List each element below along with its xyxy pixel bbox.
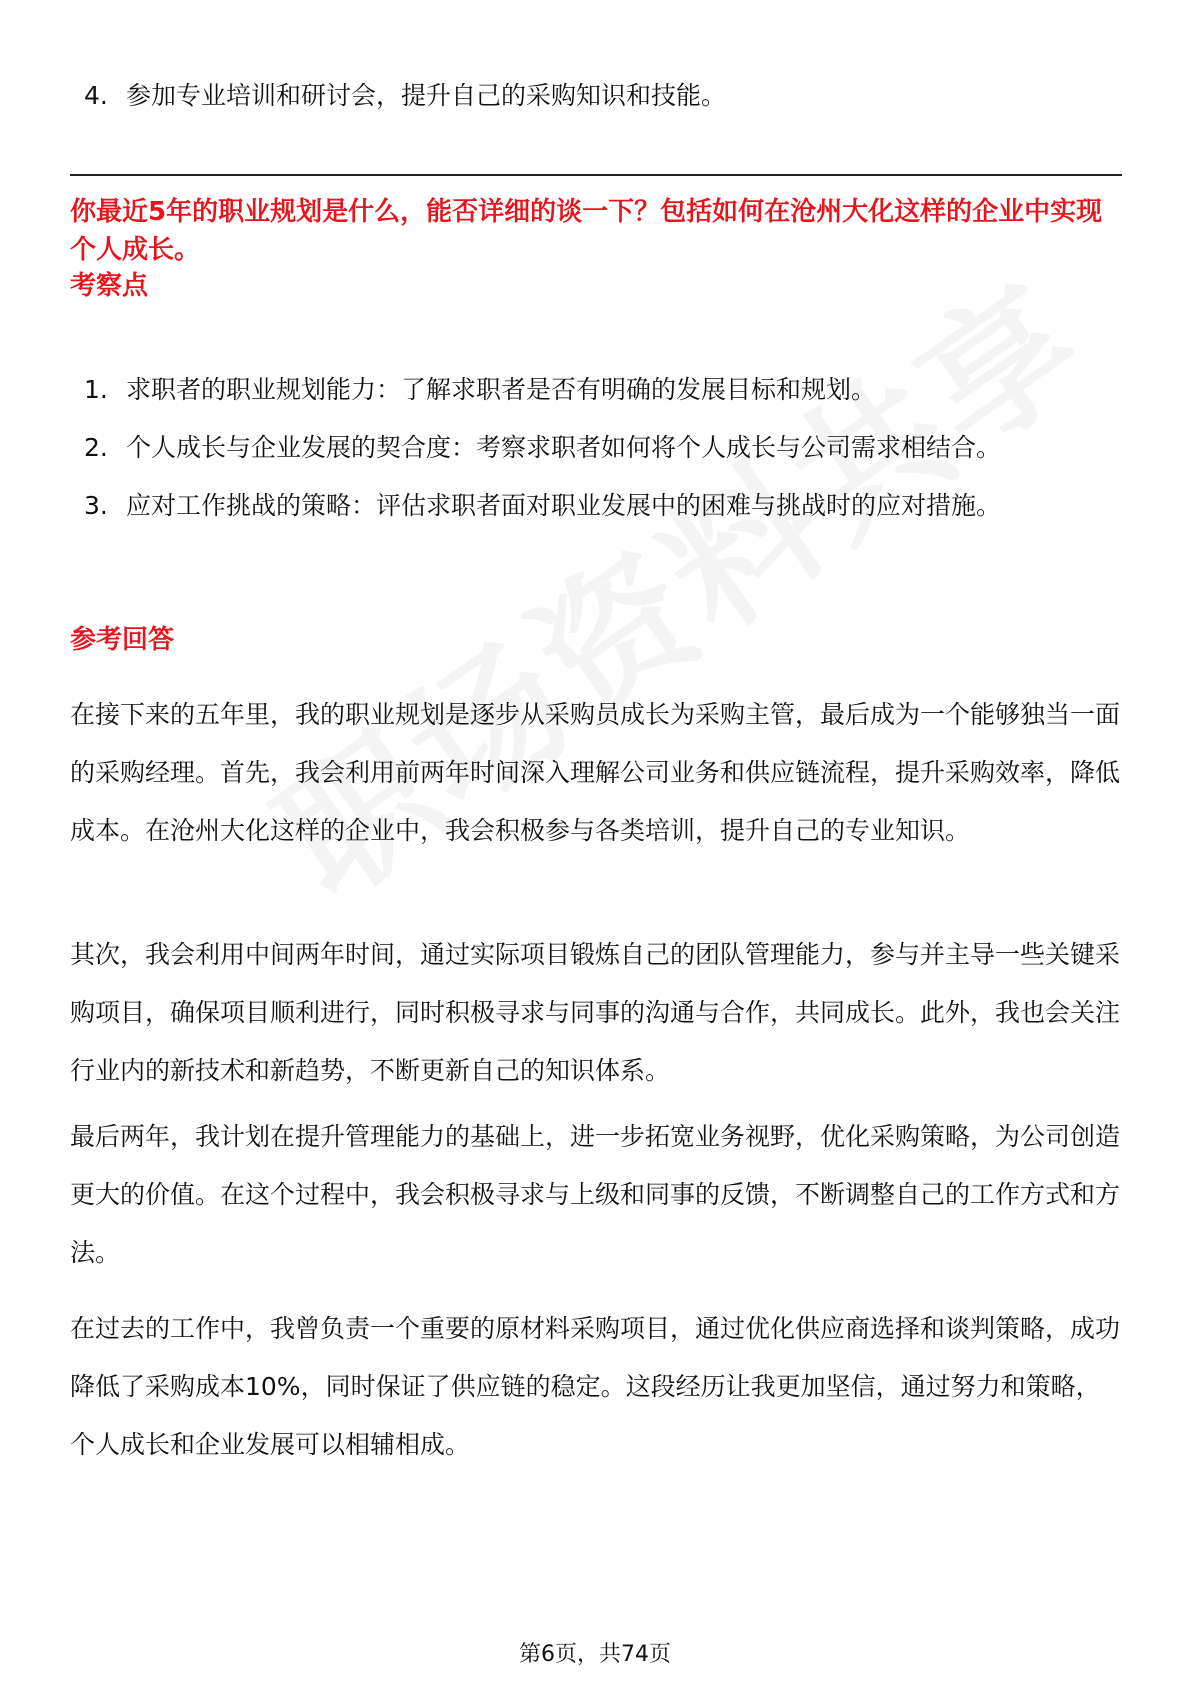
answer-paragraph: 最后两年，我计划在提升管理能力的基础上，进一步拓宽业务视野，优化采购策略，为公司创造更大的价值。在这个过程中，我会积极寻求与上级和同事的反馈，不断调整自己的工作方式和方法。 — [70, 1122, 1121, 1267]
list-item-text: 参加专业培训和研讨会，提升自己的采购知识和技能。 — [126, 81, 727, 110]
answer-paragraph: 在过去的工作中，我曾负责一个重要的原材料采购项目，通过优化供应商选择和谈判策略，成功降低了采购成本10%，同时保证了供应链的稳定。这段经历让我更加坚信，通过努力和策略，个人成长和企业发展可以相辅相成。 — [70, 1314, 1121, 1459]
list-item — [84, 420, 1120, 476]
previous-list — [84, 72, 1124, 120]
page-number-footer: 第6页，共74页 — [519, 1642, 671, 1667]
list-item-text: 应对工作挑战的策略：评估求职者面对职业发展中的困难与挑战时的应对措施。 — [126, 491, 1002, 520]
list-item-text: 个人成长与企业发展的契合度：考察求职者如何将个人成长与公司需求相结合。 — [126, 433, 1002, 462]
interview-question: 你最近5年的职业规划是什么，能否详细的谈一下？包括如何在沧州大化这样的企业中实现个人成长。 — [70, 197, 1103, 265]
list-item — [84, 362, 1120, 418]
section-divider — [70, 174, 1122, 176]
answer-paragraph: 在接下来的五年里，我的职业规划是逐步从采购员成长为采购主管，最后成为一个能够独当一面的采购经理。首先，我会利用前两年时间深入理解公司业务和供应链流程，提升采购效率，降低成本。在沧州大化这样的企业中，我会积极参与各类培训，提升自己的专业知识。 — [70, 700, 1121, 845]
list-item-number: 4. — [84, 81, 108, 110]
list-item-text: 求职者的职业规划能力：了解求职者是否有明确的发展目标和规划。 — [126, 375, 877, 404]
section-heading-evaluation-points: 考察点 — [70, 271, 149, 301]
list-item-number: 2. — [84, 433, 108, 462]
section-heading-reference-answer: 参考回答 — [70, 625, 175, 655]
list-item — [84, 478, 1120, 534]
answer-paragraph: 其次，我会利用中间两年时间，通过实际项目锻炼自己的团队管理能力，参与并主导一些关键采购项目，确保项目顺利进行，同时积极寻求与同事的沟通与合作，共同成长。此外，我也会关注行业内的新技术和新趋势，不断更新自己的知识体系。 — [70, 940, 1121, 1085]
list-item — [84, 72, 1124, 120]
list-item-number: 3. — [84, 491, 108, 520]
evaluation-points-list — [84, 362, 1120, 536]
list-item-number: 1. — [84, 375, 108, 404]
